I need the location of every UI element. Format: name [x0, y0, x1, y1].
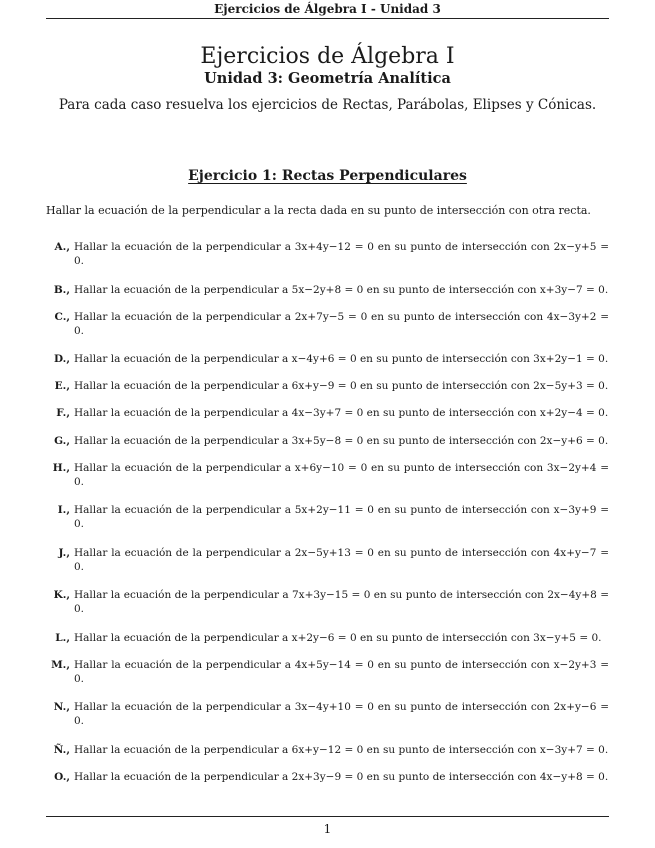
exercise-label: H., — [52, 462, 70, 474]
exercise-item-c — [46, 310, 609, 338]
page-number: 1 — [323, 822, 332, 836]
exercise-text: Hallar la ecuación de la perpendicular a 5x+2y−11 = 0 en su punto de intersección con x−3y+9 = 0. — [74, 504, 609, 530]
exercise-label: O., — [54, 771, 70, 783]
exercise-text: Hallar la ecuación de la perpendicular a x+2y−6 = 0 en su punto de intersección con 3x−y+5 = 0. — [74, 632, 602, 644]
exercise-label: Ñ., — [53, 744, 70, 756]
exercise-item-f — [46, 406, 609, 420]
exercise-item-a — [46, 240, 609, 268]
exercise-item-d — [46, 352, 609, 366]
exercise-item-e — [46, 379, 609, 393]
section-heading-text: Ejercicio 1: Rectas Perpendiculares — [188, 168, 467, 184]
exercise-item-j — [46, 546, 609, 574]
exercise-text: Hallar la ecuación de la perpendicular a 7x+3y−15 = 0 en su punto de intersección con 2x−4y+8 = 0. — [74, 589, 609, 615]
exercise-text: Hallar la ecuación de la perpendicular a 6x+y−9 = 0 en su punto de intersección con 2x−5y+3 = 0. — [74, 380, 609, 392]
exercise-text: Hallar la ecuación de la perpendicular a 4x+5y−14 = 0 en su punto de intersección con x−2y+3 = 0. — [74, 659, 609, 685]
header-rule — [46, 18, 609, 19]
exercise-label: L., — [55, 632, 70, 644]
exercise-item-m — [46, 658, 609, 686]
exercise-text: Hallar la ecuación de la perpendicular a 3x+5y−8 = 0 en su punto de intersección con 2x−y+6 = 0. — [74, 435, 609, 447]
exercise-label: I., — [57, 504, 70, 516]
exercise-label: A., — [54, 241, 70, 253]
exercise-item-enye — [46, 743, 609, 757]
exercise-label: G., — [54, 435, 70, 447]
exercise-text: Hallar la ecuación de la perpendicular a 3x−4y+10 = 0 en su punto de intersección con 2x+y−6 = 0. — [74, 701, 609, 727]
footer-rule — [46, 816, 609, 817]
section-heading — [0, 167, 655, 185]
exercise-label: C., — [54, 311, 70, 323]
document-intro: Para cada caso resuelva los ejercicios de Rectas, Parábolas, Elipses y Cónicas. — [58, 97, 597, 113]
exercise-text: Hallar la ecuación de la perpendicular a 2x+7y−5 = 0 en su punto de intersección con 4x−3y+2 = 0. — [74, 311, 609, 337]
document-title: Ejercicios de Álgebra I — [200, 44, 455, 69]
section-intro: Hallar la ecuación de la perpendicular a la recta dada en su punto de intersección con otra recta. — [46, 204, 591, 217]
exercise-label: D., — [53, 353, 70, 365]
exercise-text: Hallar la ecuación de la perpendicular a x+6y−10 = 0 en su punto de intersección con 3x−2y+4 = 0. — [74, 462, 609, 488]
exercise-item-b — [46, 283, 609, 297]
exercise-label: B., — [53, 284, 70, 296]
exercise-label: M., — [51, 659, 70, 671]
exercise-label: E., — [54, 380, 70, 392]
exercise-label: K., — [53, 589, 70, 601]
exercise-label: J., — [58, 547, 70, 559]
exercise-item-o — [46, 770, 609, 784]
running-head: Ejercicios de Álgebra I - Unidad 3 — [214, 2, 441, 16]
exercise-text: Hallar la ecuación de la perpendicular a 4x−3y+7 = 0 en su punto de intersección con x+2y−4 = 0. — [74, 407, 609, 419]
exercise-text: Hallar la ecuación de la perpendicular a 6x+y−12 = 0 en su punto de intersección con x−3y+7 = 0. — [74, 744, 609, 756]
document-subtitle: Unidad 3: Geometría Analítica — [204, 70, 451, 87]
exercise-label: N., — [53, 701, 70, 713]
exercise-item-n — [46, 700, 609, 728]
exercise-text: Hallar la ecuación de la perpendicular a 2x−5y+13 = 0 en su punto de intersección con 4x+y−7 = 0. — [74, 547, 609, 573]
exercise-item-h — [46, 461, 609, 489]
exercise-item-g — [46, 434, 609, 448]
exercise-text: Hallar la ecuación de la perpendicular a x−4y+6 = 0 en su punto de intersección con 3x+2y−1 = 0. — [74, 353, 609, 365]
exercise-item-i — [46, 503, 609, 531]
exercise-item-k — [46, 588, 609, 616]
exercise-label: F., — [56, 407, 70, 419]
exercise-text: Hallar la ecuación de la perpendicular a 2x+3y−9 = 0 en su punto de intersección con 4x−y+8 = 0. — [74, 771, 609, 783]
exercise-text: Hallar la ecuación de la perpendicular a 5x−2y+8 = 0 en su punto de intersección con x+3y−7 = 0. — [74, 284, 609, 296]
exercise-item-l — [46, 631, 609, 645]
exercise-text: Hallar la ecuación de la perpendicular a 3x+4y−12 = 0 en su punto de intersección con 2x−y+5 = 0. — [74, 241, 609, 267]
